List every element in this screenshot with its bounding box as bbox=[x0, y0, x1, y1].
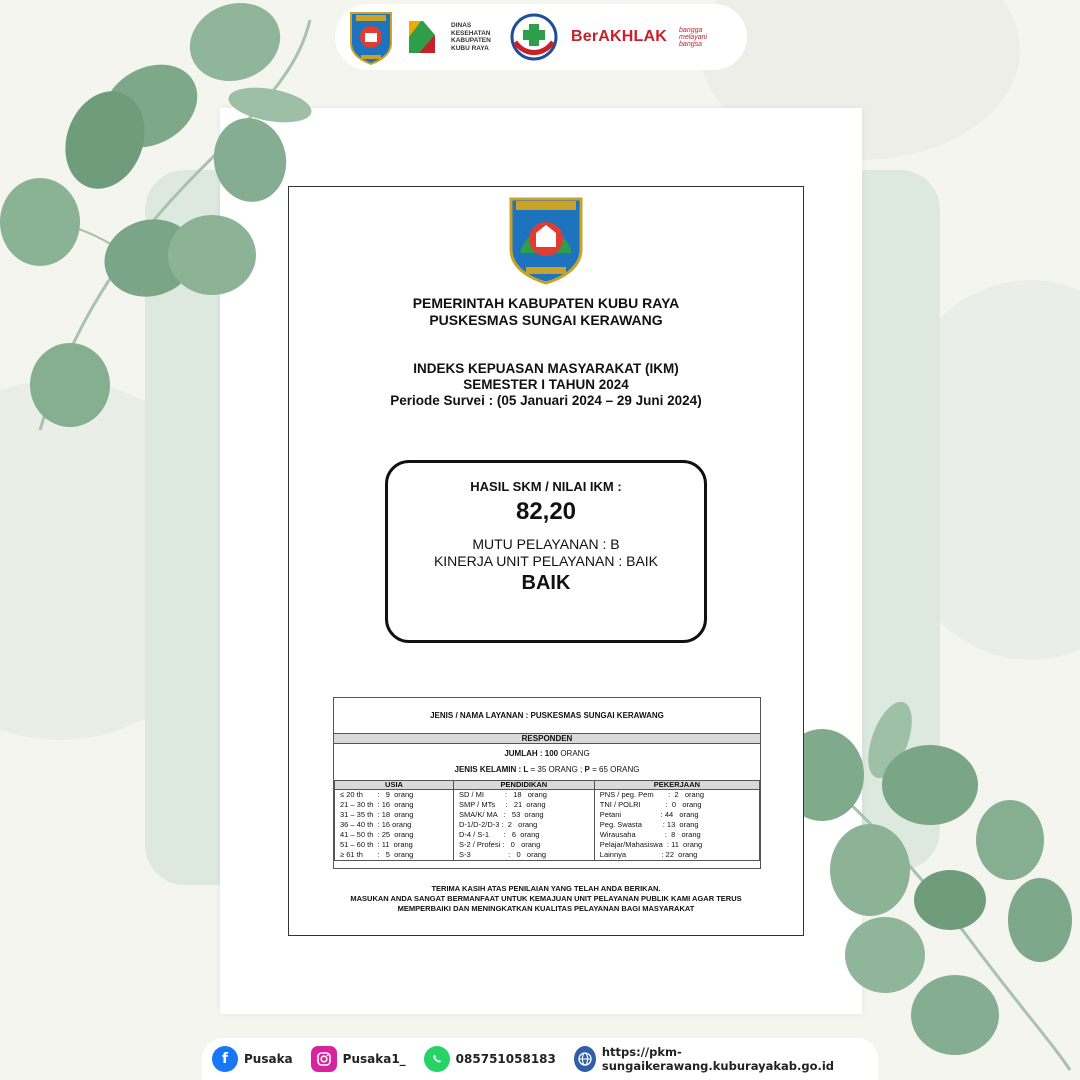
pekerjaan-cell: PNS / peg. Pem : 2 orang bbox=[594, 790, 759, 800]
thank-you-note bbox=[289, 884, 803, 914]
gender-breakdown bbox=[334, 764, 760, 776]
gender-label: JENIS KELAMIN : L bbox=[454, 765, 529, 774]
bangga-melayani-logo: bangga melayani bangsa bbox=[679, 26, 708, 48]
eucalyptus-branch-top-left bbox=[0, 0, 330, 440]
thanks-line: MASUKAN ANDA SANGAT BERMANFAAT UNTUK KEMAJUAN UNIT PELAYANAN PUBLIK KAMI AGAR TERUS bbox=[350, 894, 742, 903]
column-pekerjaan: PEKERJAAN bbox=[594, 781, 759, 790]
puskesmas-logo-icon bbox=[509, 12, 559, 62]
pekerjaan-cell: Peg. Swasta : 13 orang bbox=[594, 820, 759, 830]
service-name: JENIS / NAMA LAYANAN : PUSKESMAS SUNGAI KERAWANG bbox=[334, 698, 760, 734]
pekerjaan-cell: Wirausaha : 8 orang bbox=[594, 830, 759, 840]
berakhlak-logo: BerAKHLAK bbox=[571, 28, 668, 45]
pendidikan-cell: S-2 / Profesi : 0 orang bbox=[453, 840, 594, 850]
result-label: HASIL SKM / NILAI IKM : bbox=[470, 479, 622, 494]
usia-cell: ≥ 61 th : 5 orang bbox=[335, 850, 454, 860]
pendidikan-cell: D-4 / S-1 : 6 orang bbox=[453, 830, 594, 840]
header-government: PEMERINTAH KABUPATEN KUBU RAYA bbox=[412, 295, 680, 311]
document-header bbox=[289, 295, 803, 329]
column-usia: USIA bbox=[335, 781, 454, 790]
ikm-score: 82,20 bbox=[515, 498, 577, 525]
contact-footer bbox=[202, 1038, 878, 1080]
title-period: Periode Survei : (05 Januari 2024 – 29 Juni 2024) bbox=[390, 393, 702, 408]
ikm-document bbox=[288, 186, 804, 936]
pendidikan-cell: SD / MI : 18 orang bbox=[453, 790, 594, 800]
pendidikan-cell: SMA/K/ MA : 53 orang bbox=[453, 810, 594, 820]
respondent-count-unit: ORANG bbox=[558, 749, 590, 758]
logo-bar bbox=[335, 4, 747, 70]
table-row bbox=[335, 850, 760, 860]
eucalyptus-branch-bottom-right bbox=[770, 700, 1080, 1080]
kubu-raya-emblem-icon bbox=[508, 193, 584, 285]
responden-header: RESPONDEN bbox=[334, 734, 760, 744]
final-grade: BAIK bbox=[521, 572, 571, 594]
website-url: https://pkm-sungaikerawang.kuburayakab.go.id bbox=[601, 1045, 835, 1073]
usia-cell: 36 – 40 th : 16 orang bbox=[335, 820, 454, 830]
table-row bbox=[335, 790, 760, 800]
thanks-line: MEMPERBAIKI DAN MENINGKATKAN KUALITAS PELAYANAN BAGI MASYARAKAT bbox=[397, 904, 695, 913]
facebook-handle: Pusaka bbox=[244, 1052, 293, 1066]
facebook-link[interactable] bbox=[212, 1046, 293, 1072]
gender-male: = 35 ORANG ; bbox=[528, 765, 585, 774]
document-title bbox=[289, 361, 803, 409]
table-row bbox=[335, 810, 760, 820]
demographics-table bbox=[334, 780, 760, 861]
whatsapp-icon bbox=[424, 1046, 450, 1072]
header-puskesmas: PUSKESMAS SUNGAI KERAWANG bbox=[429, 312, 663, 328]
dinkes-logo-icon bbox=[405, 17, 439, 57]
pekerjaan-cell: Petani : 44 orang bbox=[594, 810, 759, 820]
pendidikan-cell: S-3 : 0 orang bbox=[453, 850, 594, 860]
instagram-icon bbox=[311, 1046, 337, 1072]
pekerjaan-cell: TNI / POLRI : 0 orang bbox=[594, 800, 759, 810]
table-row bbox=[335, 800, 760, 810]
instagram-handle: Pusaka1_ bbox=[342, 1052, 406, 1066]
title-semester: SEMESTER I TAHUN 2024 bbox=[463, 377, 629, 392]
usia-cell: 51 – 60 th : 11 orang bbox=[335, 840, 454, 850]
facebook-icon: f bbox=[212, 1046, 238, 1072]
pendidikan-cell: SMP / MTs : 21 orang bbox=[453, 800, 594, 810]
table-row bbox=[335, 830, 760, 840]
instagram-link[interactable] bbox=[311, 1046, 406, 1072]
whatsapp-number: 085751058183 bbox=[455, 1052, 556, 1066]
kinerja-unit: KINERJA UNIT PELAYANAN : BAIK bbox=[433, 553, 659, 569]
usia-cell: ≤ 20 th : 9 orang bbox=[335, 790, 454, 800]
pekerjaan-cell: Lainnya : 22 orang bbox=[594, 850, 759, 860]
globe-icon bbox=[574, 1046, 596, 1072]
gender-female-label: P bbox=[584, 765, 590, 774]
respondent-summary bbox=[333, 697, 761, 869]
usia-cell: 21 – 30 th : 16 orang bbox=[335, 800, 454, 810]
thanks-line: TERIMA KASIH ATAS PENILAIAN YANG TELAH ANDA BERIKAN. bbox=[431, 884, 661, 893]
website-link[interactable] bbox=[574, 1045, 866, 1073]
respondent-count bbox=[334, 748, 760, 760]
title-ikm: INDEKS KEPUASAN MASYARAKAT (IKM) bbox=[413, 361, 679, 376]
pekerjaan-cell: Pelajar/Mahasiswa : 11 orang bbox=[594, 840, 759, 850]
usia-cell: 41 – 50 th : 25 orang bbox=[335, 830, 454, 840]
gender-female: = 65 ORANG bbox=[589, 765, 640, 774]
usia-cell: 31 – 35 th : 18 orang bbox=[335, 810, 454, 820]
table-row bbox=[335, 840, 760, 850]
ikm-result-box bbox=[385, 460, 707, 643]
kubu-raya-emblem-icon bbox=[349, 9, 393, 65]
column-pendidikan: PENDIDIKAN bbox=[453, 781, 594, 790]
dinkes-text: DINAS KESEHATAN KABUPATEN KUBU RAYA bbox=[451, 22, 491, 52]
whatsapp-link[interactable] bbox=[424, 1046, 556, 1072]
respondent-count-label: JUMLAH : 100 bbox=[504, 749, 559, 758]
table-row bbox=[335, 820, 760, 830]
pendidikan-cell: D-1/D-2/D-3 : 2 orang bbox=[453, 820, 594, 830]
mutu-pelayanan: MUTU PELAYANAN : B bbox=[472, 536, 620, 552]
